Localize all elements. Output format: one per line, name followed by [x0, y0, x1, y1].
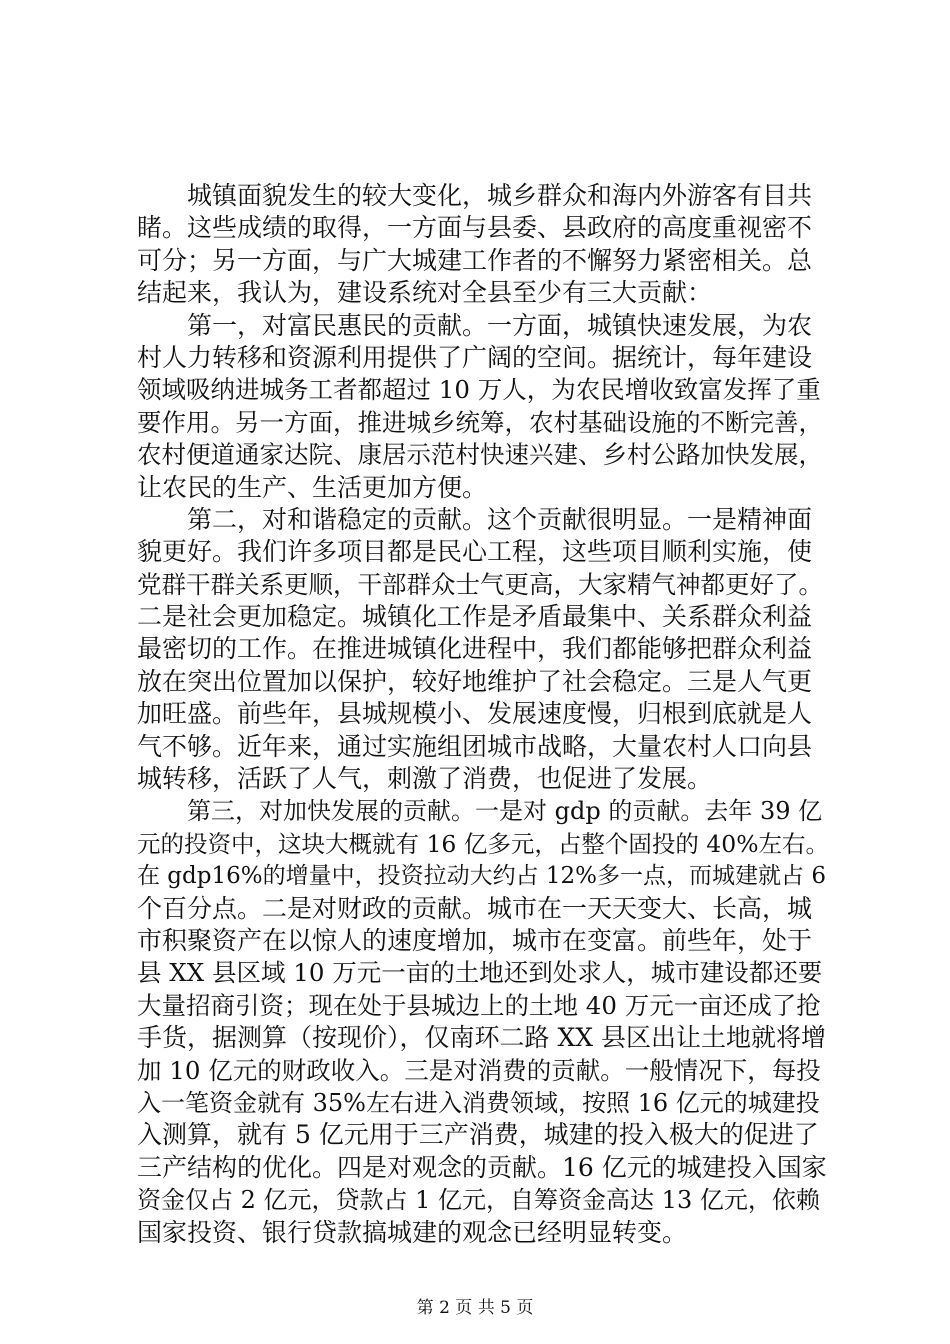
- text-line: 二是社会更加稳定。城镇化工作是矛盾最集中、关系群众利益: [137, 602, 813, 632]
- text-line: 放在突出位置加以保护，较好地维护了社会稳定。三是人气更: [137, 666, 813, 696]
- text-line: 大量招商引资；现在处于县城边上的土地 40 万元一亩还成了抢: [137, 990, 821, 1020]
- text-line: 市积聚资产在以惊人的速度增加，城市在变富。前些年，处于: [137, 925, 813, 955]
- page-footer: 第 2 页 共 5 页: [416, 1298, 534, 1318]
- text-line: 个百分点。二是对财政的贡献。城市在一天天变大、长高，城: [137, 893, 813, 923]
- text-line: 三产结构的优化。四是对观念的贡献。16 亿元的城建投入国家: [137, 1152, 827, 1182]
- text-line: 入一笔资金就有 35%左右进入消费领域，按照 16 亿元的城建投: [137, 1088, 820, 1117]
- text-line: 结起来，我认为，建设系统对全县至少有三大贡献：: [137, 278, 713, 308]
- text-line: 让农民的生产、生活更加方便。: [137, 472, 488, 502]
- text-line: 领域吸纳进城务工者都超过 10 万人，为农民增收致富发挥了重: [137, 375, 821, 405]
- text-line: 最密切的工作。在推进城镇化进程中，我们都能够把群众利益: [137, 634, 813, 664]
- text-line: 资金仅占 2 亿元，贷款占 1 亿元，自筹资金高达 13 亿元，依赖: [137, 1186, 820, 1215]
- text-line: 农村便道通家达院、康居示范村快速兴建、乡村公路加快发展，: [137, 440, 823, 470]
- text-line: 第一，对富民惠民的贡献。一方面，城镇快速发展，为农: [187, 310, 813, 340]
- text-line: 在 gdp16%的增量中，投资拉动大约占 12%多一点，而城建就占 6: [137, 863, 826, 890]
- text-line: 气不够。近年来，通过实施组团城市战略，大量农村人口向县: [137, 731, 813, 761]
- text-line: 加旺盛。前些年，县城规模小、发展速度慢，归根到底就是人: [137, 699, 813, 729]
- text-line: 党群干群关系更顺，干部群众士气更高，大家精气神都更好了。: [137, 569, 823, 599]
- text-line: 国家投资、银行贷款搞城建的观念已经明显转变。: [137, 1217, 688, 1247]
- text-line: 睹。这些成绩的取得，一方面与县委、县政府的高度重视密不: [137, 213, 813, 243]
- text-line: 入测算，就有 5 亿元用于三产消费，城建的投入极大的促进了: [137, 1120, 819, 1150]
- text-line: 第二，对和谐稳定的贡献。这个贡献很明显。一是精神面: [187, 504, 813, 534]
- text-line: 元的投资中，这块大概就有 16 亿多元，占整个固投的 40%左右。: [137, 829, 830, 858]
- text-line: 城镇面貌发生的较大变化，城乡群众和海内外游客有目共: [187, 181, 813, 210]
- text-line: 第三，对加快发展的贡献。一是对 gdp 的贡献。去年 39 亿: [187, 797, 823, 826]
- text-line: 可分；另一方面，与广大城建工作者的不懈努力紧密相关。总: [137, 245, 813, 275]
- text-line: 村人力转移和资源利用提供了广阔的空间。据统计，每年建设: [137, 342, 813, 372]
- text-line: 加 10 亿元的财政收入。三是对消费的贡献。一般情况下，每投: [137, 1055, 821, 1085]
- body-text: [137, 180, 830, 1249]
- text-line: 貌更好。我们许多项目都是民心工程，这些项目顺利实施，使: [137, 537, 813, 567]
- text-line: 城转移，活跃了人气，刺激了消费，也促进了发展。: [137, 764, 713, 794]
- text-line: 手货，据测算（按现价），仅南环二路 XX 县区出让土地就将增: [137, 1023, 826, 1053]
- text-line: 要作用。另一方面，推进城乡统筹，农村基础设施的不断完善，: [137, 407, 823, 437]
- text-line: 县 XX 县区域 10 万元一亩的土地还到处求人，城市建设都还要: [137, 958, 823, 988]
